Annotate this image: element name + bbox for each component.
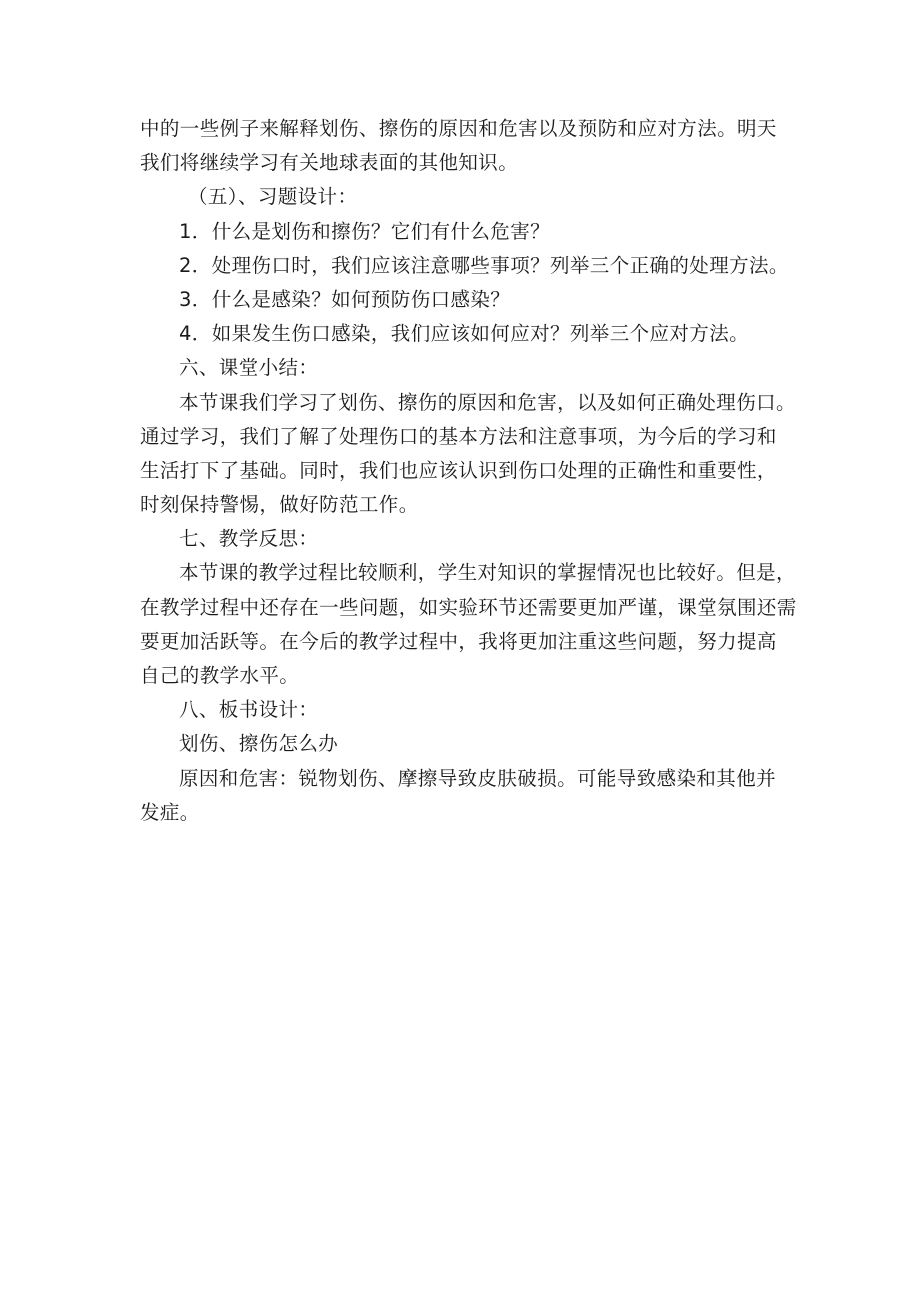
exercise-item-3: 3．什么是感染？如何预防伤口感染？ <box>179 287 511 311</box>
paragraph-line: 要更加活跃等。在今后的教学过程中，我将更加注重这些问题，努力提高 <box>140 629 777 653</box>
section-heading-summary: 六、课堂小结： <box>179 356 319 380</box>
paragraph-line: 自己的教学水平。 <box>140 664 300 687</box>
board-title: 划伤、擦伤怎么办 <box>179 732 339 756</box>
section-heading-exercises: （五）、习题设计： <box>188 185 358 209</box>
paragraph-line: 时刻保持警惕，做好防范工作。 <box>140 493 419 517</box>
paragraph-line: 发症。 <box>140 800 200 824</box>
exercise-item-4: 4．如果发生伤口感染，我们应该如何应对？列举三个应对方法。 <box>179 322 750 346</box>
paragraph-line: 中的一些例子来解释划伤、擦伤的原因和危害以及预防和应对方法。明天 <box>140 117 777 140</box>
document-body <box>140 112 797 830</box>
paragraph-line: 生活打下了基础。同时，我们也应该认识到伤口处理的正确性和重要性， <box>140 458 777 482</box>
paragraph-line: 通过学习，我们了解了处理伤口的基本方法和注意事项，为今后的学习和 <box>140 424 777 448</box>
section-heading-reflection: 七、教学反思： <box>179 527 319 551</box>
paragraph-line: 我们将继续学习有关地球表面的其他知识。 <box>140 151 519 175</box>
paragraph-line: 本节课的教学过程比较顺利，学生对知识的掌握情况也比较好。但是， <box>179 561 796 585</box>
paragraph-line: 本节课我们学习了划伤、擦伤的原因和危害，以及如何正确处理伤口。 <box>179 390 796 414</box>
paragraph-line: 原因和危害：锐物划伤、摩擦导致皮肤破损。可能导致感染和其他并 <box>179 766 777 790</box>
exercise-item-2: 2．处理伤口时，我们应该注意哪些事项？列举三个正确的处理方法。 <box>179 253 789 277</box>
paragraph-line: 在教学过程中还存在一些问题，如实验环节还需要更加严谨，课堂氛围还需 <box>140 595 797 619</box>
exercise-item-1: 1．什么是划伤和擦伤？它们有什么危害？ <box>179 219 551 243</box>
section-heading-board: 八、板书设计： <box>179 698 319 722</box>
